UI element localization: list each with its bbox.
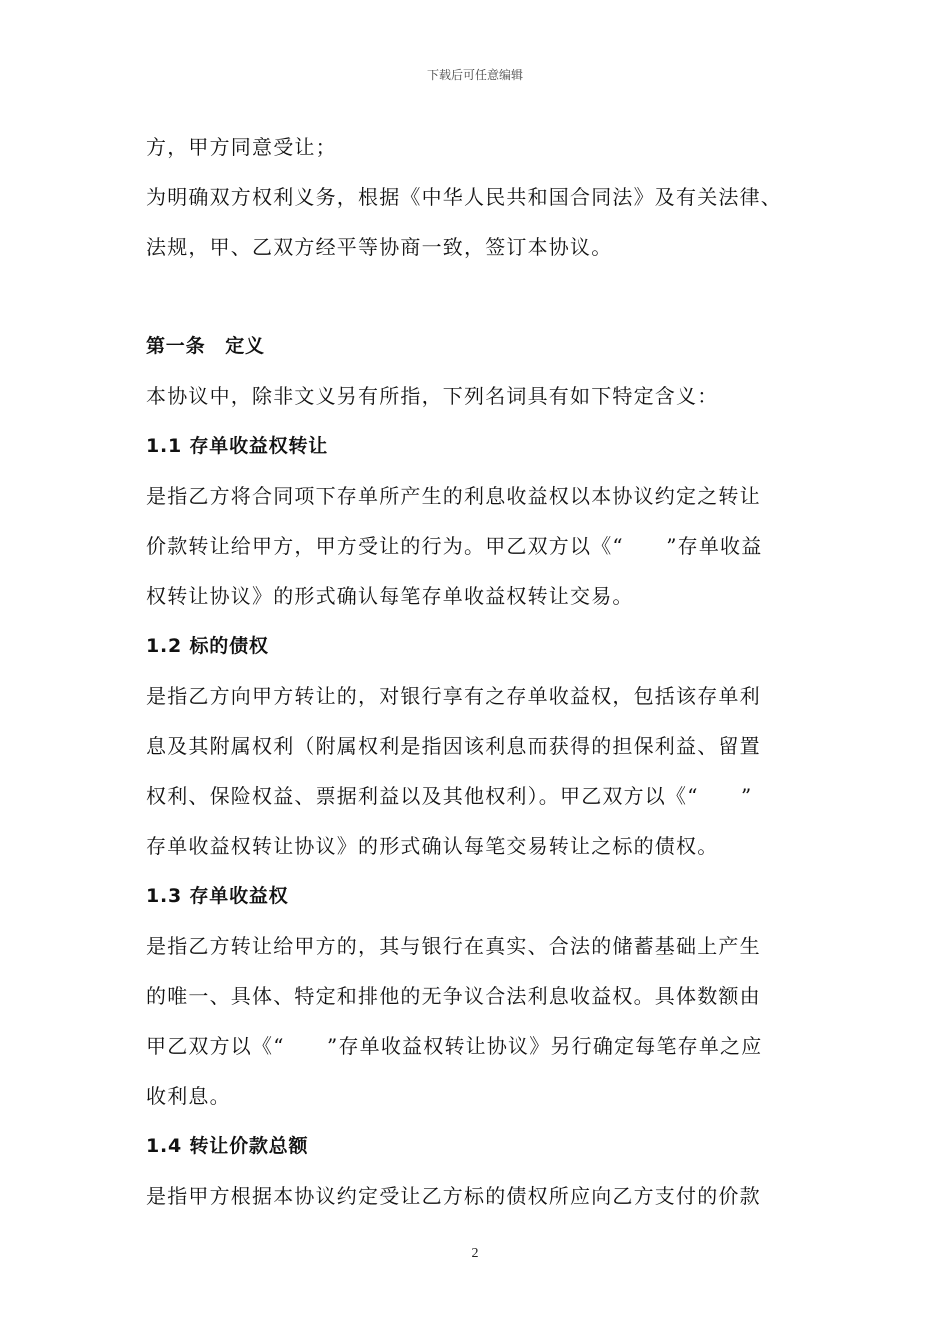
section-1-3-line: 的唯一、具体、特定和排他的无争议合法利息收益权。具体数额由 — [146, 984, 761, 1008]
article-1-heading: 第一条 定义 — [146, 335, 265, 357]
definitions-intro: 本协议中，除非文义另有所指，下列名词具有如下特定含义： — [146, 384, 719, 408]
page-number: 2 — [471, 1246, 479, 1261]
section-1-2-line: 存单收益权转让协议》的形式确认每笔交易转让之标的债权。 — [146, 834, 719, 858]
section-1-3-line: 收利息。 — [146, 1084, 231, 1108]
section-1-2-line: 是指乙方向甲方转让的，对银行享有之存单收益权，包括该存单利 — [146, 684, 761, 708]
section-1-2-heading: 1.2 标的债权 — [146, 635, 269, 657]
section-1-4-heading: 1.4 转让价款总额 — [146, 1135, 309, 1157]
section-1-1-heading: 1.1 存单收益权转让 — [146, 435, 329, 457]
section-1-3-line: 是指乙方转让给甲方的，其与银行在真实、合法的储蓄基础上产生 — [146, 934, 761, 958]
document-body — [146, 122, 826, 1221]
section-1-2-line: 权利、保险权益、票据利益以及其他权利）。甲乙双方以《“ ” — [146, 784, 753, 808]
section-1-3-line: 甲乙双方以《“ ”存单收益权转让协议》另行确定每笔存单之应 — [146, 1034, 763, 1058]
body-line: 为明确双方权利义务，根据《中华人民共和国合同法》及有关法律、 — [146, 185, 782, 209]
body-line: 法规，甲、乙双方经平等协商一致，签订本协议。 — [146, 235, 613, 259]
section-1-4-line: 是指甲方根据本协议约定受让乙方标的债权所应向乙方支付的价款 — [146, 1184, 761, 1208]
paragraph-gap — [146, 272, 826, 321]
section-1-2-line: 息及其附属权利（附属权利是指因该利息而获得的担保利益、留置 — [146, 734, 761, 758]
section-1-1-line: 价款转让给甲方，甲方受让的行为。甲乙双方以《“ ”存单收益 — [146, 534, 763, 558]
page-header: 下载后可任意编辑 — [426, 68, 523, 82]
section-1-1-line: 是指乙方将合同项下存单所产生的利息收益权以本协议约定之转让 — [146, 484, 761, 508]
section-1-1-line: 权转让协议》的形式确认每笔存单收益权转让交易。 — [146, 584, 634, 608]
section-1-3-heading: 1.3 存单收益权 — [146, 885, 289, 907]
body-line: 方，甲方同意受让； — [146, 135, 337, 159]
